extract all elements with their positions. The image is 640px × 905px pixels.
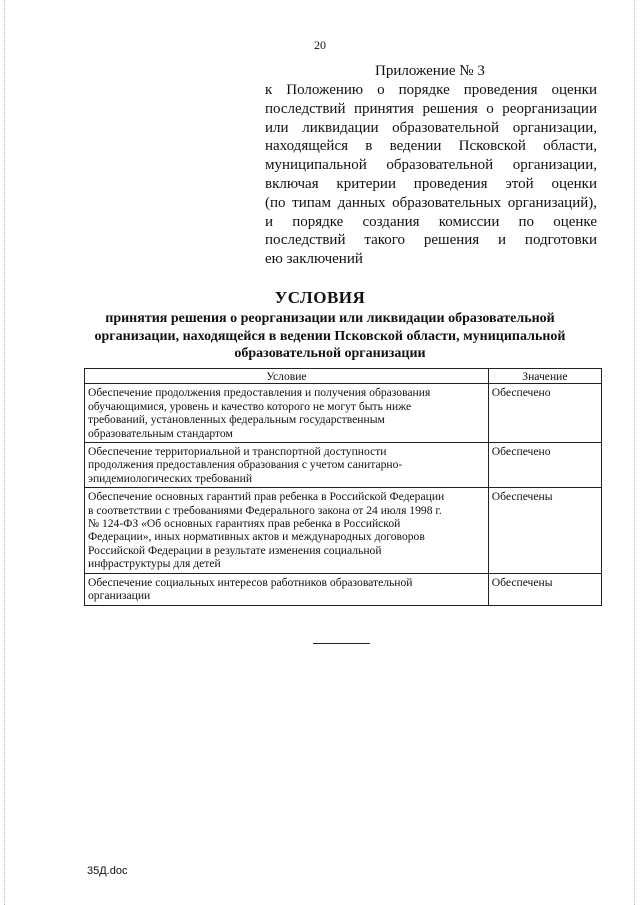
appendix-line: ею заключений — [265, 251, 363, 268]
condition-line: продолжения предоставления образования с учетом санитарно- — [88, 458, 403, 472]
conditions-table — [84, 368, 602, 606]
condition-cell — [85, 573, 489, 605]
value-cell: Обеспечены — [488, 488, 601, 573]
scan-edge-right — [634, 0, 635, 905]
value-cell: Обеспечено — [488, 384, 601, 443]
appendix-line: включая критерии проведения этой оценки — [265, 175, 597, 192]
condition-line: эпидемиологических требований — [88, 471, 253, 485]
condition-cell — [85, 488, 489, 573]
document-heading: УСЛОВИЯ — [274, 288, 366, 307]
appendix-line: последствий такого решения и подготовки — [265, 232, 597, 249]
condition-line: Обеспечение социальных интересов работников образовательной — [88, 575, 413, 589]
footer-file-name: 35Д.doc — [87, 865, 128, 877]
appendix-line: к Положению о порядке проведения оценки — [265, 82, 597, 98]
table-row — [85, 488, 602, 573]
header-condition: Условие — [85, 369, 489, 384]
page-number: 20 — [314, 38, 326, 52]
subheading-line: организации, находящейся в ведении Псковской области, муниципальной — [94, 328, 566, 344]
condition-cell — [85, 443, 489, 488]
subheading-line: принятия решения о реорганизации или ликвидации образовательной — [105, 311, 555, 326]
appendix-line: последствий принятия решения о реорганизации — [265, 100, 597, 117]
appendix-line: (по типам данных образовательных организаций), — [265, 194, 597, 211]
condition-line: Обеспечение продолжения предоставления и получения образования — [88, 386, 431, 400]
condition-line: инфраструктуры для детей — [88, 557, 221, 571]
condition-line: образовательным стандартом — [88, 426, 233, 440]
subheading-line: образовательной организации — [234, 346, 426, 361]
appendix-title: Приложение № 3 — [375, 63, 485, 79]
condition-line: № 124-ФЗ «Об основных гарантиях прав ребенка в Российской — [88, 517, 401, 531]
condition-line: Федерации», иных нормативных актов и международных договоров — [88, 530, 425, 544]
condition-cell — [85, 384, 489, 443]
condition-line: обучающимися, уровень и качество которого не могут быть ниже — [88, 399, 412, 413]
condition-line: Обеспечение основных гарантий прав ребенка в Российской Федерации — [88, 490, 445, 504]
appendix-text — [265, 81, 597, 269]
table-row — [85, 573, 602, 605]
condition-line: требований, установленных федеральным государственным — [88, 413, 385, 427]
appendix-line: и порядке создания комиссии по оценке — [265, 213, 597, 230]
condition-line: организации — [88, 589, 151, 603]
value-cell: Обеспечено — [488, 443, 601, 488]
condition-line: в соответствии с требованиями Федерального закона от 24 июля 1998 г. — [88, 503, 442, 517]
appendix-line: или ликвидации образовательной организации, — [265, 119, 597, 136]
appendix-line: находящейся в ведении Псковской области, — [265, 138, 597, 155]
condition-line: Российской Федерации в результате изменения социальной — [88, 543, 382, 557]
header-value: Значение — [488, 369, 601, 384]
appendix-line: муниципальной образовательной организации, — [265, 157, 597, 174]
table-row — [85, 384, 602, 443]
document-subheading — [60, 310, 600, 363]
table-header-row — [85, 369, 602, 384]
table-row — [85, 443, 602, 488]
scan-edge-left — [4, 0, 5, 905]
closing-rule — [313, 643, 370, 644]
condition-line: Обеспечение территориальной и транспортной доступности — [88, 445, 387, 459]
value-cell: Обеспечены — [488, 573, 601, 605]
